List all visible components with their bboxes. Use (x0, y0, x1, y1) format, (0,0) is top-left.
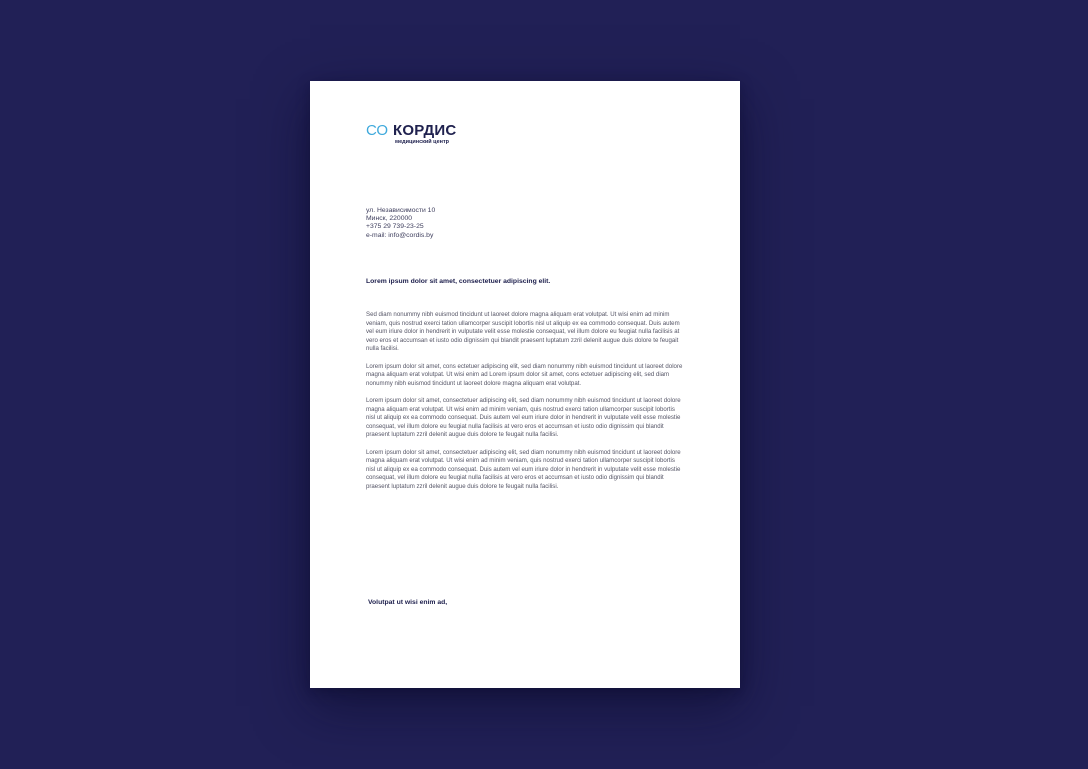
logo-mark: CO (366, 122, 388, 139)
body-paragraph: Lorem ipsum dolor sit amet, consectetuer adipiscing elit, sed diam nonummy nibh euismod tincidunt ut laoreet dolore magna aliquam erat volutpat. Ut wisi enim ad minim veniam, quis nostrud exerci tation ullamcorper suscipit lobortis nisl ut aliquip ex ea commodo consequat. Duis autem vel eum iriure dolor in hendrerit in vulputate velit esse molestie consequat, vel illum dolore eu feugiat nulla facilisis at vero eros et accumsan et iusto odio dignissim qui blandit praesent luptatum zzril delenit augue duis dolore te feugait nulla facilisi. (366, 448, 681, 490)
letter-body (366, 311, 684, 500)
letter-closing: Volutpat ut wisi enim ad, (368, 599, 448, 606)
logo-tagline: медицинский центр (395, 139, 450, 145)
letter-subject: Lorem ipsum dolor sit amet, consectetuer adipiscing elit. (366, 278, 551, 285)
address-street: ул. Независимости 10 (366, 207, 436, 214)
logo-name: КОРДИС (393, 122, 457, 139)
letterhead-sheet (310, 81, 740, 688)
body-paragraph: Lorem ipsum dolor sit amet, consectetuer adipiscing elit, sed diam nonummy nibh euismod tincidunt ut laoreet dolore magna aliquam erat volutpat. Ut wisi enim ad minim veniam, quis nostrud exerci tation ullamcorper suscipit lobortis nisl ut aliquip ex ea commodo consequat. Duis autem vel eum iriure dolor in hendrerit in vulputate velit esse molestie consequat, vel illum dolore eu feugiat nulla facilisis at vero eros et accumsan et iusto odio dignissim qui blandit praesent luptatum zzril delenit augue duis dolore te feugait nulla facilisi. (366, 397, 681, 438)
address-city: Минск, 220000 (366, 215, 413, 223)
body-paragraph: Sed diam nonummy nibh euismod tincidunt ut laoreet dolore magna aliquam erat volutpat. Ut wisi enim ad minim veniam, quis nostrud exerci tation ullamcorper suscipit lobortis nisl ut aliquip ex ea commodo consequat. Duis autem vel eum iriure dolor in hendrerit in vulputate velit esse molestie consequat, vel illum dolore eu feugiat nulla facilisis at vero eros et accumsan et iusto odio dignissim qui blandit praesent luptatum zzril delenit augue duis dolore te feugait nulla facilisi. (366, 311, 680, 352)
body-paragraph: Lorem ipsum dolor sit amet, cons ectetuer adipiscing elit, sed diam nonummy nibh euismod tincidunt ut laoreet dolore magna aliquam erat volutpat. Ut wisi enim ad Lorem ipsum dolor sit amet, cons ectetuer adipiscing elit, sed diam nonummy nibh euismod tincidunt ut laoreet dolore magna aliquam erat volutpat. (366, 362, 683, 387)
address-email: e-mail: info@cordis.by (366, 231, 434, 239)
brand-logo (366, 123, 486, 149)
address-phone: +375 29 739-23-25 (366, 223, 424, 231)
address-block (366, 207, 435, 240)
